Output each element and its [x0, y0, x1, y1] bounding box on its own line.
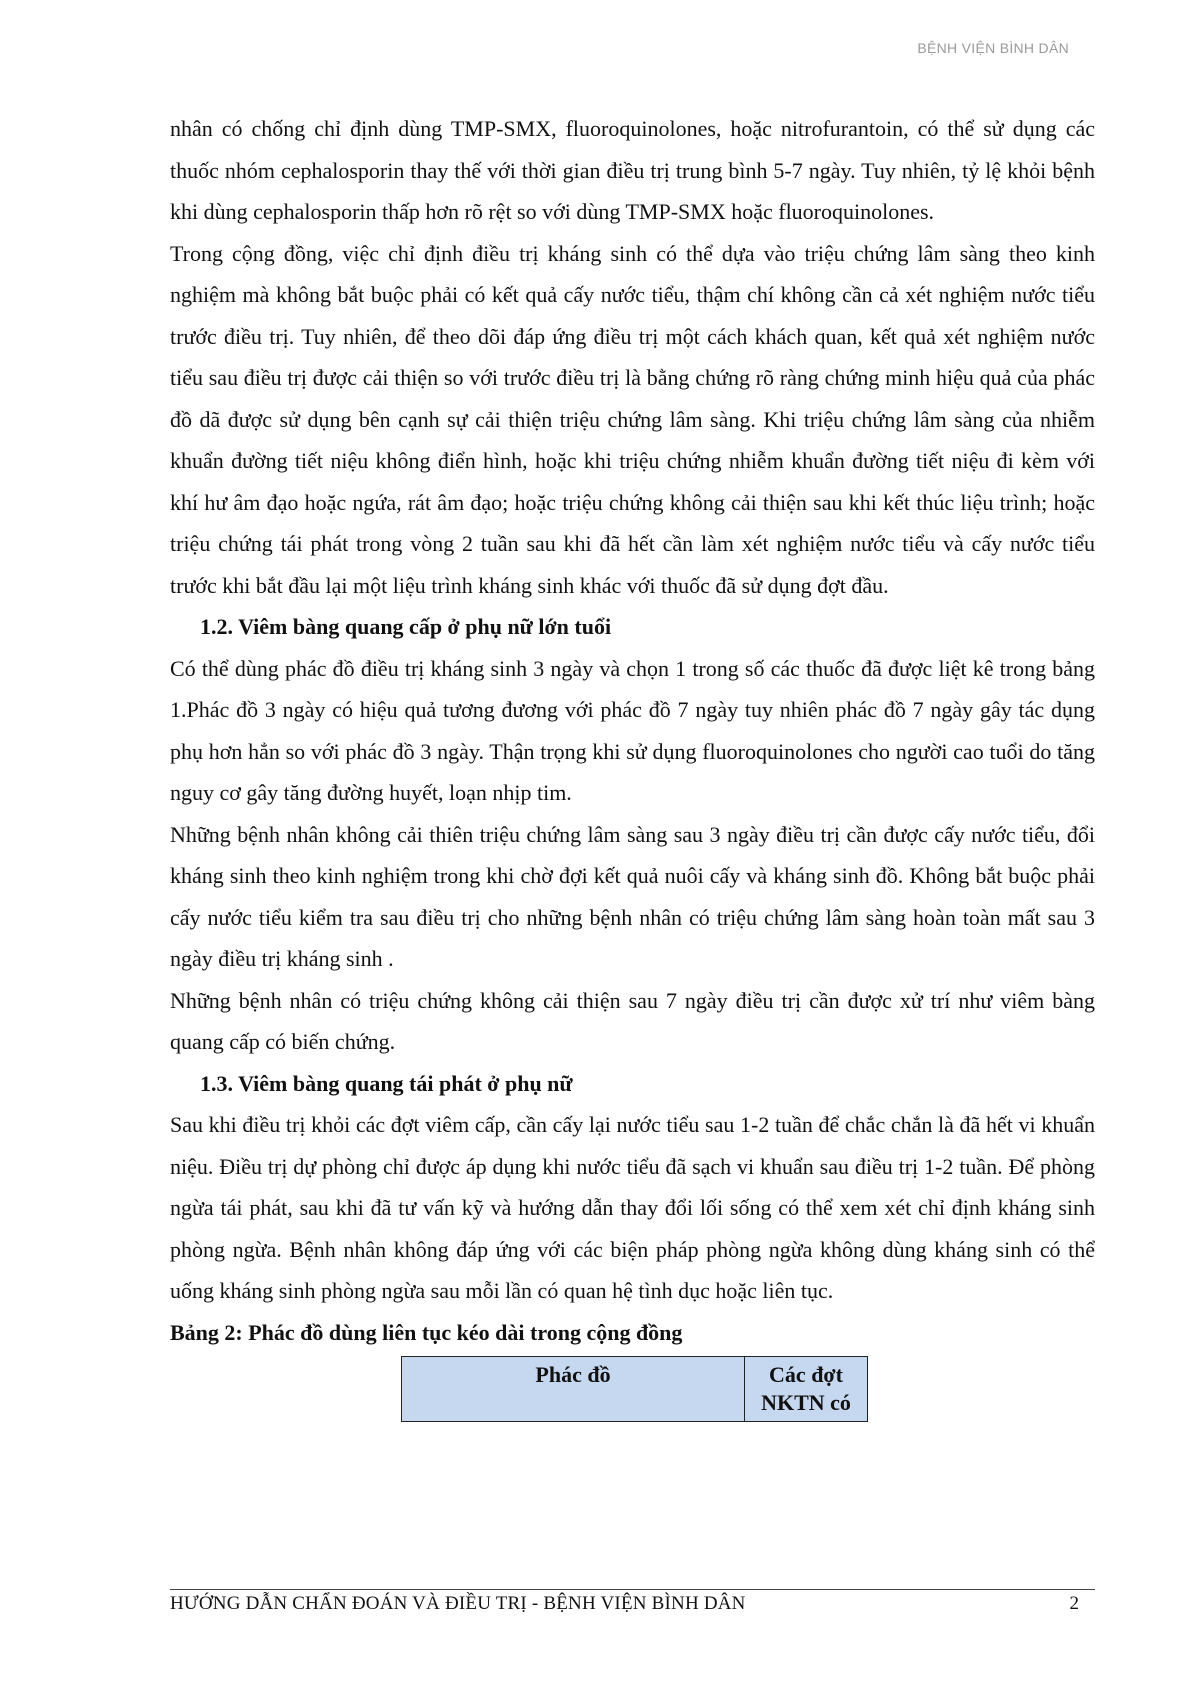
footer-divider: [170, 1589, 1095, 1590]
table-header-row: [402, 1357, 868, 1422]
paragraph-1: nhân có chống chỉ định dùng TMP-SMX, fluoroquinolones, hoặc nitrofurantoin, có thể sử dụng các thuốc nhóm cephalosporin thay thế với thời gian điều trị trung bình 5-7 ngày. Tuy nhiên, tỷ lệ khỏi bệnh khi dùng cephalosporin thấp hơn rõ rệt so với dùng TMP-SMX hoặc fluoroquinolones.: [170, 116, 1095, 224]
paragraph-3: Có thể dùng phác đồ điều trị kháng sinh 3 ngày và chọn 1 trong số các thuốc đã được liệt kê trong bảng 1.Phác đồ 3 ngày có hiệu quả tương đương với phác đồ 7 ngày tuy nhiên phác đồ 7 ngày gây tác dụng phụ hơn hẳn so với phác đồ 3 ngày. Thận trọng khi sử dụng fluoroquinolones cho người cao tuổi do tăng nguy cơ gây tăng đường huyết, loạn nhịp tim.: [170, 655, 1095, 805]
table-header-episodes: [745, 1357, 868, 1422]
regimen-table: [401, 1356, 868, 1422]
paragraph-5: Những bệnh nhân có triệu chứng không cải thiện sau 7 ngày điều trị cần được xử trí như viêm bàng quang cấp có biến chứng.: [170, 987, 1095, 1054]
footer-title: HƯỚNG DẪN CHẨN ĐOÁN VÀ ĐIỀU TRỊ - BỆNH VIỆN BÌNH DÂN: [170, 1593, 746, 1614]
table-header-episodes-line2: NKTN có: [761, 1390, 851, 1415]
table-caption: Bảng 2: Phác đồ dùng liên tục kéo dài trong cộng đồng: [170, 1319, 683, 1345]
paragraph-4: Những bệnh nhân không cải thiên triệu chứng lâm sàng sau 3 ngày điều trị cần được cấy nước tiểu, đổi kháng sinh theo kinh nghiệm trong khi chờ đợi kết quả nuôi cấy và kháng sinh đồ. Không bắt buộc phải cấy nước tiểu kiểm tra sau điều trị cho những bệnh nhân có triệu chứng lâm sàng hoàn toàn mất sau 3 ngày điều trị kháng sinh .: [170, 821, 1095, 971]
table-header-regimen: Phác đồ: [402, 1357, 745, 1422]
section-heading-1-2: 1.2. Viêm bàng quang cấp ở phụ nữ lớn tuổi: [200, 614, 612, 639]
page-body: [170, 108, 1095, 1422]
section-heading-1-3: 1.3. Viêm bàng quang tái phát ở phụ nữ: [200, 1070, 573, 1096]
table-header-episodes-line1: Các đợt: [769, 1362, 843, 1387]
paragraph-6: Sau khi điều trị khỏi các đợt viêm cấp, cần cấy lại nước tiểu sau 1-2 tuần để chắc chắn là đã hết vi khuẩn niệu. Điều trị dự phòng chỉ được áp dụng khi nước tiểu đã sạch vi khuẩn sau điều trị 1-2 tuần. Để phòng ngừa tái phát, sau khi đã tư vấn kỹ và hướng dẫn thay đổi lối sống có thể xem xét chỉ định kháng sinh phòng ngừa. Bệnh nhân không đáp ứng với các biện pháp phòng ngừa không dùng kháng sinh có thể uống kháng sinh phòng ngừa sau mỗi lần có quan hệ tình dục hoặc liên tục.: [170, 1112, 1095, 1303]
running-header: BỆNH VIỆN BÌNH DÂN: [917, 40, 1069, 56]
page-number: 2: [1069, 1593, 1079, 1614]
paragraph-2: Trong cộng đồng, việc chỉ định điều trị kháng sinh có thể dựa vào triệu chứng lâm sàng theo kinh nghiệm mà không bắt buộc phải có kết quả cấy nước tiểu, thậm chí không cần cả xét nghiệm nước tiểu trước điều trị. Tuy nhiên, để theo dõi đáp ứng điều trị một cách khách quan, kết quả xét nghiệm nước tiểu sau điều trị được cải thiện so với trước điều trị là bằng chứng rõ ràng chứng minh hiệu quả của phác đồ dã được sử dụng bên cạnh sự cải thiện triệu chứng lâm sàng. Khi triệu chứng lâm sàng của nhiễm khuẩn đường tiết niệu không điển hình, hoặc khi triệu chứng nhiễm khuẩn đường tiết niệu đi kèm với khí hư âm đạo hoặc ngứa, rát âm đạo; hoặc triệu chứng không cải thiện sau khi kết thúc liệu trình; hoặc triệu chứng tái phát trong vòng 2 tuần sau khi đã hết cần làm xét nghiệm nước tiểu và cấy nước tiểu trước khi bắt đầu lại một liệu trình kháng sinh khác với thuốc đã sử dụng đợt đầu.: [170, 240, 1095, 598]
